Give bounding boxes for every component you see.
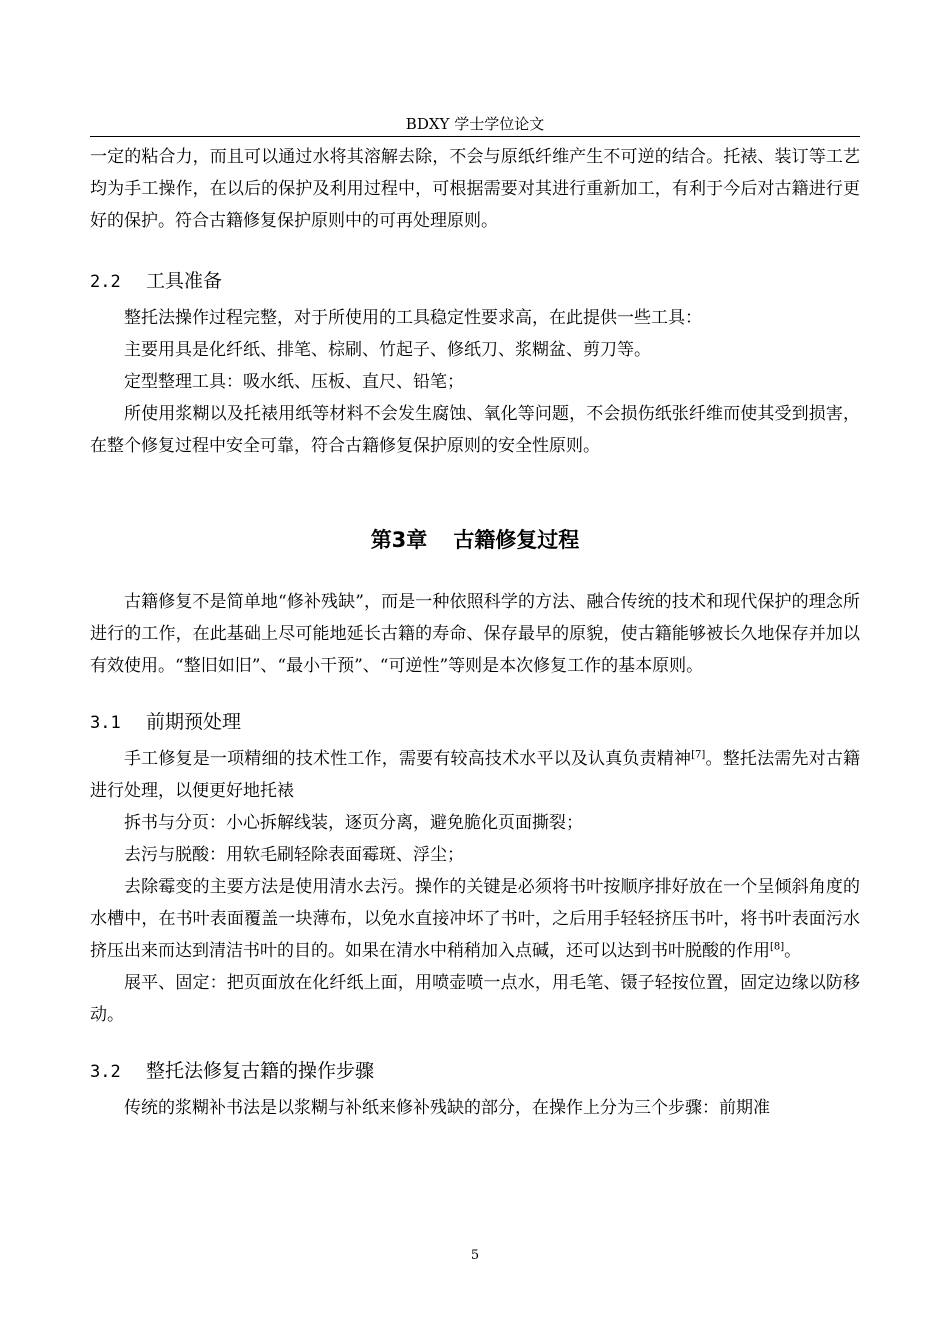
paragraph: 定型整理工具：吸水纸、压板、直尺、铅笔； — [124, 372, 464, 392]
section-title: 前期预处理 — [146, 711, 242, 733]
page-content — [90, 141, 860, 1124]
paragraph: 整托法操作过程完整，对于所使用的工具稳定性要求高，在此提供一些工具： — [124, 308, 702, 328]
paragraph: 拆书与分页：小心拆解线装，逐页分离，避免脆化页面撕裂； — [124, 813, 583, 833]
paragraph: 去污与脱酸：用软毛刷轻除表面霉斑、浮尘； — [124, 845, 464, 865]
section-heading-2-2 — [90, 265, 860, 298]
section-heading-3-1 — [90, 706, 860, 739]
paragraph: 主要用具是化纤纸、排笔、棕刷、竹起子、修纸刀、浆糊盆、剪刀等。 — [124, 340, 651, 360]
section-heading-3-2 — [90, 1055, 860, 1088]
paragraph: 去除霉变的主要方法是使用清水去污。操作的关键是必须将书叶按顺序排好放在一个呈倾斜角度的水槽中，在书叶表面覆盖一块薄布，以免水直接冲坏了书叶，之后用手轻轻挤压书叶，将书叶表面污水挤压出来而达到清洁书叶的目的。如果在清水中稍稍加入点碱，还可以达到书叶脱酸的作用[8]。 — [90, 877, 860, 961]
page-number: 5 — [470, 1248, 480, 1263]
section-title: 工具准备 — [146, 270, 223, 292]
citation-ref: [8] — [770, 941, 785, 953]
section-number: 2.2 — [90, 272, 121, 292]
paragraph: 所使用浆糊以及托裱用纸等材料不会发生腐蚀、氧化等问题，不会损伤纸张纤维而使其受到损害，在整个修复过程中安全可靠，符合古籍修复保护原则的安全性原则。 — [90, 404, 860, 456]
chapter-number: 第3章 — [370, 528, 428, 552]
section-number: 3.2 — [90, 1062, 121, 1082]
paragraph: 展平、固定：把页面放在化纤纸上面，用喷壶喷一点水，用毛笔、镊子轻按位置，固定边缘以防移动。 — [90, 973, 860, 1025]
citation-ref: [7] — [691, 749, 706, 761]
paragraph: 传统的浆糊补书法是以浆糊与补纸来修补残缺的部分，在操作上分为三个步骤：前期准 — [124, 1098, 770, 1118]
chapter-title: 古籍修复过程 — [453, 528, 580, 552]
paragraph: 古籍修复不是简单地“修补残缺”，而是一种依照科学的方法、融合传统的技术和现代保护的理念所进行的工作，在此基础上尽可能地延长古籍的寿命、保存最早的原貌，使古籍能够被长久地保存并加以有效使用。“整旧如旧”、“最小干预”、“可逆性”等则是本次修复工作的基本原则。 — [90, 592, 860, 676]
running-header: BDXY 学士学位论文 — [405, 115, 545, 133]
section-title: 整托法修复古籍的操作步骤 — [146, 1060, 375, 1082]
paragraph: 手工修复是一项精细的技术性工作，需要有较高技术水平以及认真负责精神[7]。整托法需先对古籍进行处理，以便更好地托裱 — [90, 749, 861, 801]
header-rule — [90, 136, 860, 137]
paragraph-continued: 一定的粘合力，而且可以通过水将其溶解去除，不会与原纸纤维产生不可逆的结合。托裱、装订等工艺均为手工操作，在以后的保护及利用过程中，可根据需要对其进行重新加工，有利于今后对古籍进行更好的保护。符合古籍修复保护原则中的可再处理原则。 — [90, 147, 860, 231]
chapter-heading — [90, 524, 860, 556]
section-number: 3.1 — [90, 713, 121, 733]
